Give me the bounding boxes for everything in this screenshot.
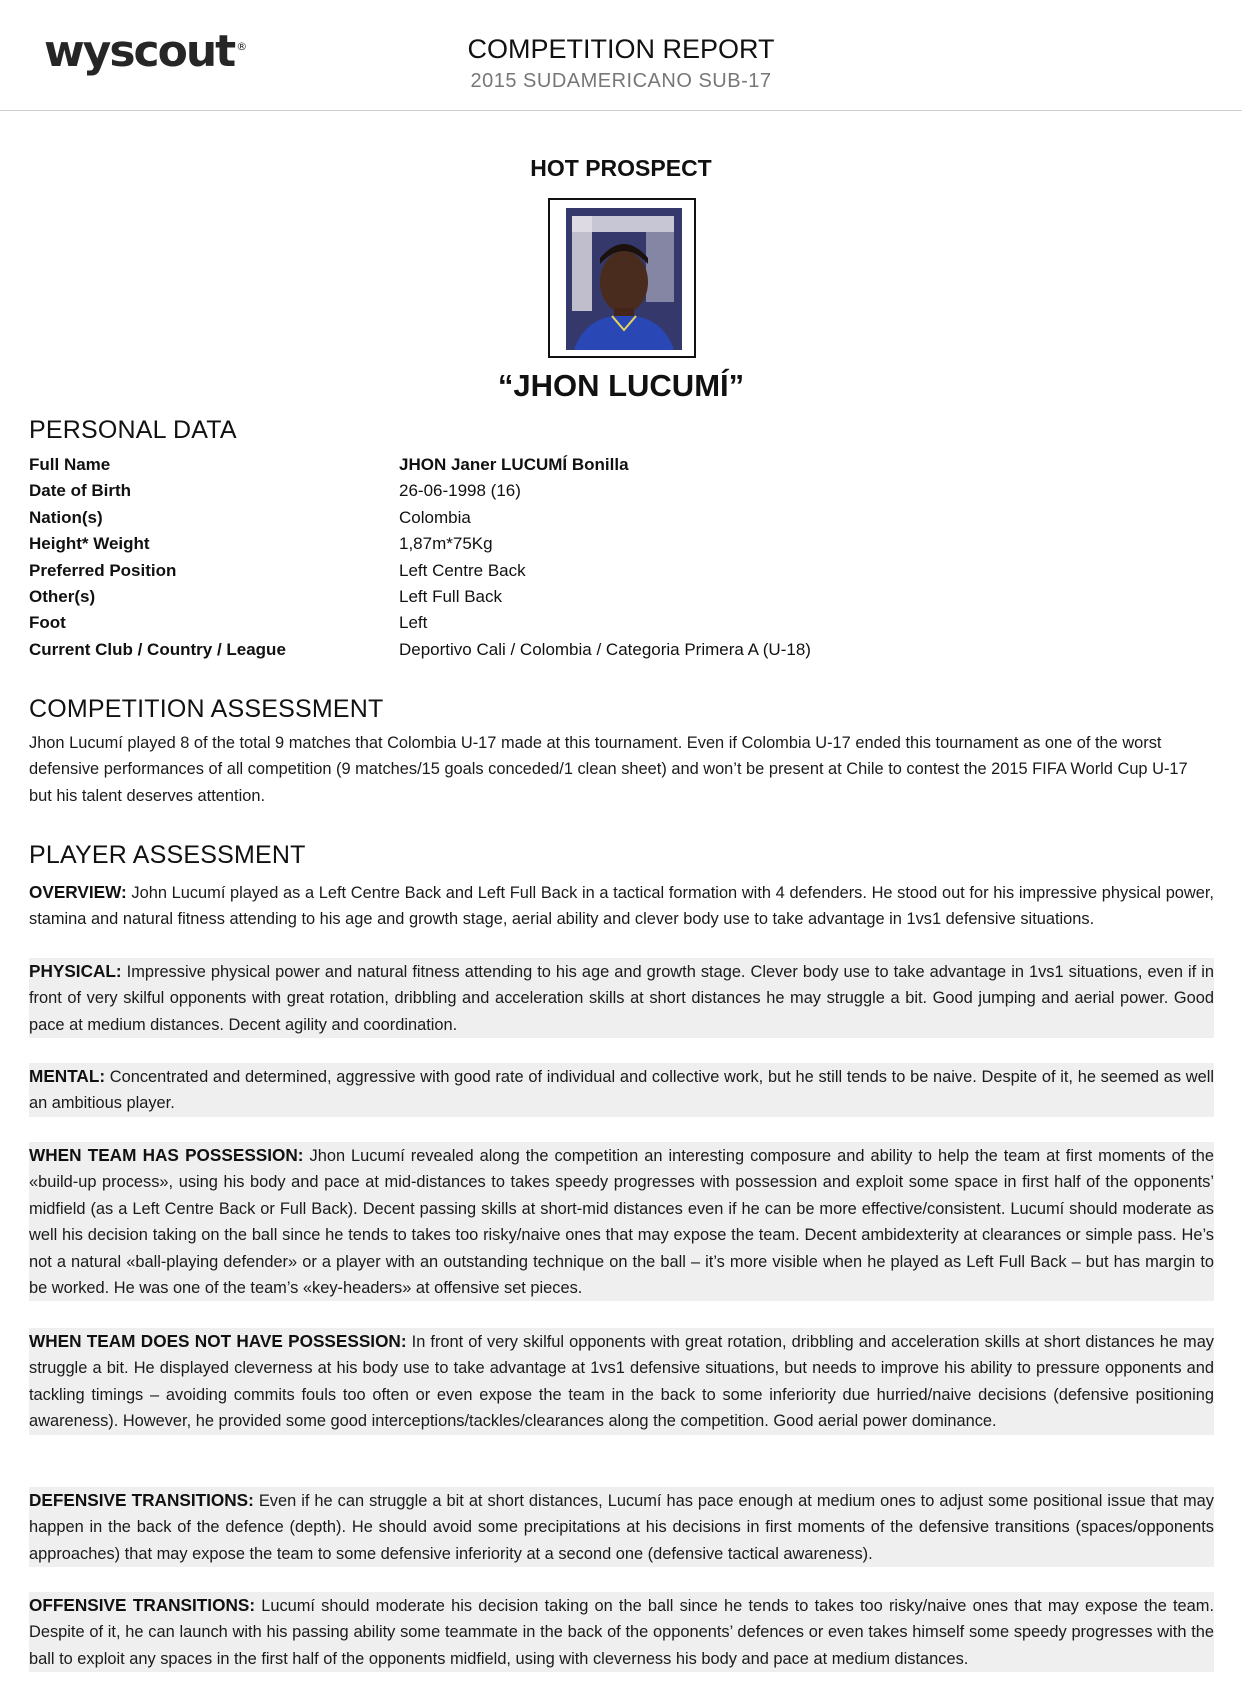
data-value: Colombia [399,507,471,527]
data-row-other-positions [29,584,1209,610]
assessment-key: PHYSICAL: [29,961,122,981]
assessment-text: John Lucumí played as a Left Centre Back and Left Full Back in a tactical formation with 4 defenders. He stood out for his impressive physical power, stamina and natural fitness attending to his age and growth stage, aerial ability and clever body use to take advantage in 1vs1 defensive situations. [29,884,1214,929]
player-photo-frame [548,198,696,358]
assessment-defensive-transitions [29,1487,1214,1567]
data-value: 26-06-1998 (16) [399,481,521,501]
assessment-key: WHEN TEAM DOES NOT HAVE POSSESSION: [29,1331,407,1351]
assessment-key: MENTAL: [29,1066,106,1086]
data-value: Deportivo Cali / Colombia / Categoria Primera A (U-18) [399,639,811,659]
data-row-preferred-position [29,558,1209,584]
data-label: Current Club / Country / League [29,639,286,659]
assessment-key: DEFENSIVE TRANSITIONS: [29,1490,254,1510]
data-row-nations [29,505,1209,531]
data-row-current-club [29,637,1209,663]
player-photo [566,208,682,350]
competition-assessment-heading: COMPETITION ASSESSMENT [29,695,384,723]
data-value: Left Centre Back [399,560,526,580]
data-value: Left Full Back [399,586,502,606]
wyscout-logo: wyscout ® [44,26,248,77]
report-header [0,0,1242,111]
data-label: Height* Weight [29,534,150,554]
data-row-date-of-birth [29,478,1209,504]
assessment-key: WHEN TEAM HAS POSSESSION: [29,1145,304,1165]
assessment-text: In front of very skilful opponents with great rotation, dribbling and acceleration skills at short distances he may struggle a bit. He displayed cleverness at his body use to take advantage at 1vs1 defensive situations, but needs to improve his ability to pressure opponents and tackling timings – avoiding commits fouls too often or even expose the team in the back to some inferiority due hurried/naive decisions (defensive positioning awareness). However, he provided some good interceptions/tackles/clearances along the competition. Good aerial power dominance. [29,1333,1214,1431]
assessment-key: OFFENSIVE TRANSITIONS: [29,1595,256,1615]
assessment-overview [29,879,1214,933]
assessment-no-possession [29,1328,1214,1435]
data-row-full-name [29,452,1209,478]
data-value: 1,87m*75Kg [399,534,493,554]
player-assessment-heading: PLAYER ASSESSMENT [29,841,306,869]
data-label: Nation(s) [29,507,103,527]
data-value: Left [399,613,428,633]
player-nickname: “JHON LUCUMÍ” [497,368,745,403]
assessment-text: Impressive physical power and natural fitness attending to his age and growth stage. Clever body use to take advantage in 1vs1 situations, even if in front of very skilful opponents with great rotation, dribbling and acceleration skills at short distances he may struggle a bit. Good jumping and aerial power. Good pace at medium distances. Decent agility and coordination. [29,963,1214,1034]
data-row-foot [29,610,1209,636]
assessment-mental [29,1063,1214,1117]
data-label: Date of Birth [29,481,131,501]
data-row-height-weight [29,531,1209,557]
assessment-text: Lucumí should moderate his decision taking on the ball since he tends to takes too risky/naive ones that may expose the team. Despite of it, he can launch with his passing ability some teammate in the back of the opponents’ defences or even takes himself some speedy progresses with the ball to exploit any spaces in the first half of the opponents midfield, using with cleverness his body and pace at medium distances. [29,1597,1214,1668]
assessment-text: Jhon Lucumí revealed along the competition an interesting composure and ability to help the team at first moments of the «build-up process», using his body and pace at mid-distances to takes speedy progresses with possession and exploit some space in first half of the opponents’ midfield (as a Left Centre Back or Full Back). Decent passing skills at short-mid distances even if he can be more effective/consistent. Lucumí should moderate as well his decision taking on the ball since he tends to takes too risky/naive ones that may expose the team. Decent ambidexterity at clearances or simple pass. He’s not a natural «ball-playing defender» or a player with an outstanding technique on the ball – it’s more visible when he played as Left Full Back – but has margin to be worked. He was one of the team’s «key-headers» at offensive set pieces. [29,1147,1214,1298]
assessment-text: Even if he can struggle a bit at short distances, Lucumí has pace enough at medium ones to adjust some positional issue that may happen in the back of the defence (depth). He should avoid some precipitations at his decisions in first moments of the defensive transitions (spaces/opponents approaches) that may expose the team to some defensive inferiority at a second one (defensive tactical awareness). [29,1492,1214,1563]
report-title: COMPETITION REPORT [467,34,775,64]
assessment-physical [29,958,1214,1038]
data-label: Preferred Position [29,560,177,580]
assessment-key: OVERVIEW: [29,882,127,902]
report-subtitle: 2015 SUDAMERICANO SUB-17 [470,70,772,92]
personal-data-heading: PERSONAL DATA [29,416,237,444]
assessment-offensive-transitions [29,1592,1214,1672]
hot-prospect-label: HOT PROSPECT [530,155,712,181]
competition-assessment-text: Jhon Lucumí played 8 of the total 9 matches that Colombia U-17 made at this tournament. Even if Colombia U-17 ended this tournament as one of the worst defensive performances of all competition (9 matches/15 goals conceded/1 clean sheet) and won’t be present at Chile to contest the 2015 FIFA World Cup U-17 but his talent deserves attention. [29,734,1188,805]
data-label: Other(s) [29,586,96,606]
data-label: Foot [29,613,66,633]
data-value: JHON Janer LUCUMÍ Bonilla [399,455,629,474]
assessment-text: Concentrated and determined, aggressive with good rate of individual and collective work, but he still tends to be naive. Despite of it, he seemed as well an ambitious player. [29,1068,1214,1113]
data-label: Full Name [29,455,111,474]
personal-data-table [29,452,1209,663]
assessment-possession [29,1142,1214,1301]
